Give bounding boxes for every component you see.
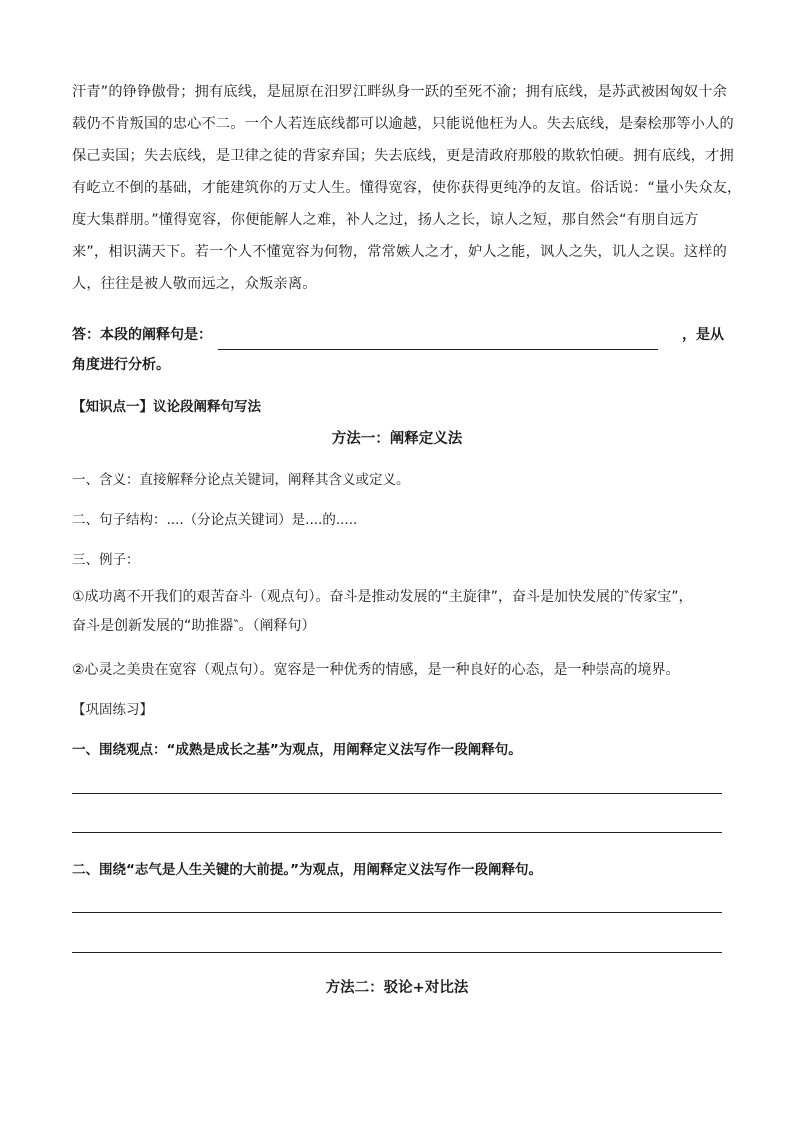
example-2: ②心灵之美贵在宽容（观点句）。宽容是一种优秀的情感，是一种良好的心态，是一种崇高的境界。	[72, 662, 680, 678]
paragraph-line: 载仍不肯叛国的忠心不二。一个人若连底线都可以逾越，只能说他枉为人。失去底线，是秦桧那等小人的	[72, 116, 734, 132]
paragraph-line: 有屹立不倒的基础，才能建筑你的万丈人生。懂得宽容，使你获得更纯净的友谊。俗话说：“量小失众友，	[72, 180, 742, 196]
answer-suffix: ，是从	[682, 327, 724, 343]
answer-line2: 角度进行分析。	[72, 357, 170, 373]
examples-label: 三、例子：	[72, 552, 140, 568]
example-1-line: ①成功离不开我们的艰苦奋斗（观点句）。奋斗是推动发展的“主旋律”，奋斗是加快发展的‶传家宝”，	[72, 589, 693, 605]
argument-paragraph	[72, 76, 742, 300]
example-1-line: 奋斗是创新发展的“助推器‶。（阐释句）	[72, 618, 316, 634]
answer-line[interactable]	[72, 832, 722, 833]
knowledge-point-title: 【知识点一】议论段阐释句写法	[72, 399, 261, 415]
answer-block	[72, 320, 724, 380]
question-1: 一、围绕观点：“成熟是成长之基”为观点，用阐释定义法写作一段阐释句。	[72, 742, 522, 758]
answer-blank-line[interactable]	[218, 333, 658, 350]
paragraph-line: 来”，相识满天下。若一个人不懂宽容为何物，常常嫉人之才，妒人之能，讽人之失，讥人之误。这样的	[72, 244, 727, 260]
practice-title: 【巩固练习】	[72, 702, 153, 718]
paragraph-line: 汗青”的铮铮傲骨；拥有底线，是屈原在汨罗江畔纵身一跃的至死不渝；拥有底线，是苏武被困匈奴十余	[72, 84, 727, 100]
answer-prefix: 答：本段的阐释句是：	[72, 327, 212, 343]
answer-line[interactable]	[72, 793, 722, 794]
method2-title: 方法二：驳论+对比法	[325, 980, 469, 996]
paragraph-line: 度大集群朋。”懂得宽容，你便能解人之难，补人之过，扬人之长，谅人之短，那自然会“有朋自远方	[72, 212, 699, 228]
paragraph-line: 保己卖国；失去底线，是卫律之徒的背家弃国；失去底线，更是清政府那般的欺软怕硬。拥有底线，才拥	[72, 148, 734, 164]
meaning-item: 一、含义：直接解释分论点关键词，阐释其含义或定义。	[72, 472, 410, 488]
answer-line[interactable]	[72, 912, 722, 913]
question-2: 二、围绕“志气是人生关键的大前提。”为观点，用阐释定义法写作一段阐释句。	[72, 862, 542, 878]
answer-line[interactable]	[72, 952, 722, 953]
example-1	[72, 583, 724, 641]
method1-title: 方法一：阐释定义法	[331, 431, 463, 447]
paragraph-line: 人，往往是被人敬而远之，众叛亲离。	[72, 276, 317, 292]
structure-item: 二、句子结构：....（分论点关键词）是....的.....	[72, 512, 358, 528]
